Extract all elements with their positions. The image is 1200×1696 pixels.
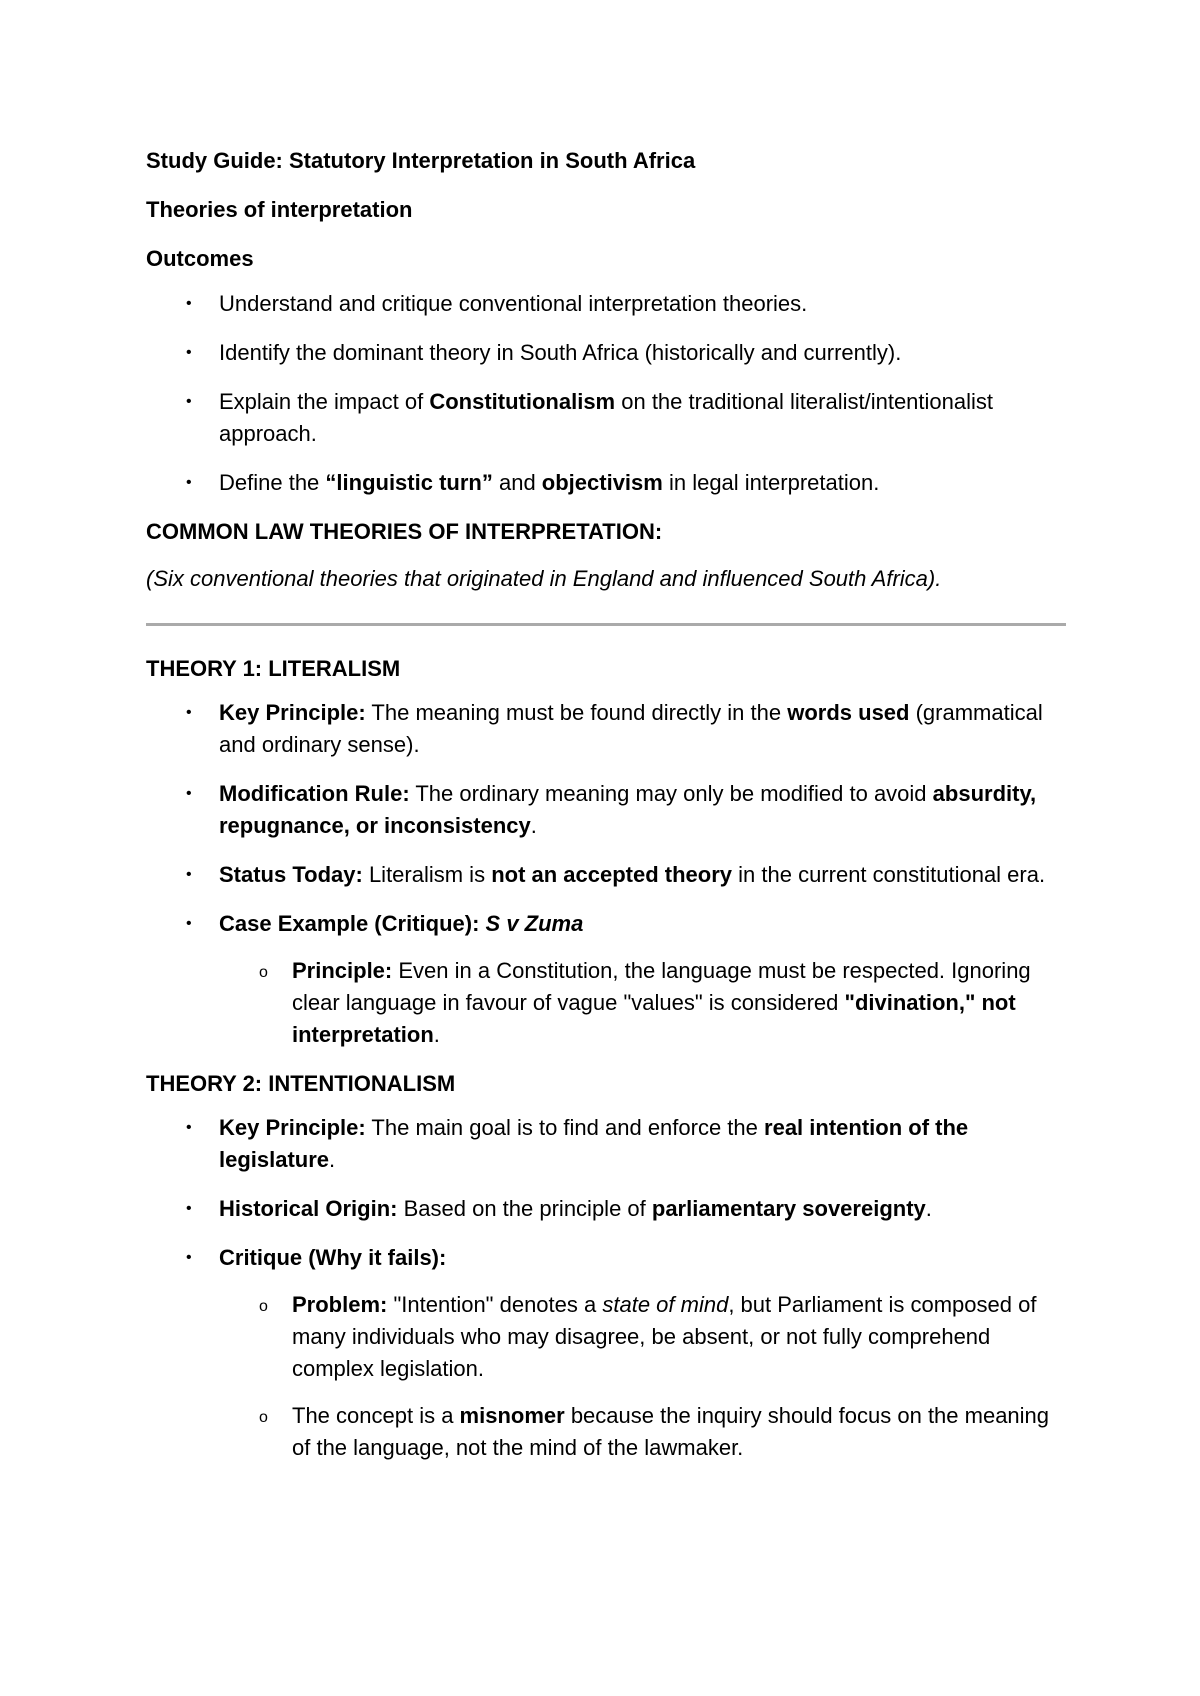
outcome-text: Identify the dominant theory in South Africa (historically and currently). <box>219 340 902 365</box>
bullet-icon: • <box>186 1200 192 1217</box>
outcome-bold: “linguistic turn” <box>325 470 493 495</box>
item-italic: state of mind <box>602 1292 729 1317</box>
sub-bullet-icon: o <box>259 1298 268 1315</box>
critique-sub-list <box>219 1289 1066 1464</box>
item-text: because the inquiry should focus on the meaning of the language, not the mind of the lawmaker. <box>292 1403 1050 1460</box>
bullet-icon: • <box>186 295 192 312</box>
item-bold: not an accepted theory <box>491 862 733 887</box>
outcome-text: in legal interpretation. <box>662 470 880 495</box>
item-text: "Intention" denotes a <box>387 1292 603 1317</box>
list-item <box>146 386 1066 450</box>
bullet-icon: • <box>186 393 192 410</box>
bullet-icon: • <box>186 866 192 883</box>
outcome-bold: Constitutionalism <box>429 389 616 414</box>
bullet-icon: • <box>186 785 192 802</box>
item-label: Problem: <box>292 1292 388 1317</box>
case-sub-list <box>219 955 1066 1051</box>
sub-bullet-icon: o <box>259 1409 268 1426</box>
outcome-text: and <box>492 470 542 495</box>
sub-bullet-icon: o <box>259 964 268 981</box>
theory-1-heading: THEORY 1: LITERALISM <box>146 656 401 681</box>
item-bold: parliamentary sovereignty <box>651 1196 926 1221</box>
item-label: Status Today: <box>219 862 363 887</box>
list-item <box>146 467 1066 499</box>
item-text: , but Parliament is composed of many individuals who may disagree, be absent, or not fully comprehend complex legislation. <box>292 1292 1037 1381</box>
item-text: (grammatical and ordinary sense). <box>219 700 1043 757</box>
list-item <box>146 337 1066 369</box>
item-text: The meaning must be found directly in the <box>365 700 788 725</box>
item-text: The concept is a <box>292 1403 460 1428</box>
bullet-icon: • <box>186 915 192 932</box>
outcomes-list <box>146 288 1066 499</box>
list-item <box>146 1193 1066 1225</box>
item-label: Modification Rule: <box>219 781 410 806</box>
bullet-icon: • <box>186 344 192 361</box>
item-text: Based on the principle of <box>397 1196 652 1221</box>
item-text: in the current constitutional era. <box>732 862 1046 887</box>
list-item <box>146 1112 1066 1176</box>
item-text: The ordinary meaning may only be modified to avoid <box>409 781 933 806</box>
item-bold: "divination," not interpretation <box>292 990 1016 1047</box>
theory-2-list <box>146 1112 1066 1464</box>
outcome-text: Explain the impact of <box>219 389 430 414</box>
bullet-icon: • <box>186 1249 192 1266</box>
list-item <box>219 1289 1066 1385</box>
theory-1-section <box>146 653 1066 1051</box>
item-text: . <box>329 1147 336 1172</box>
item-bold: absurdity, repugnance, or inconsistency <box>219 781 1037 838</box>
list-item <box>146 908 1066 1051</box>
item-bold: words used <box>787 700 910 725</box>
item-text: . <box>925 1196 932 1221</box>
common-law-heading: COMMON LAW THEORIES OF INTERPRETATION: <box>146 519 663 544</box>
horizontal-divider <box>146 623 1066 626</box>
list-item <box>219 955 1066 1051</box>
list-item <box>146 778 1066 842</box>
item-label: Critique (Why it fails): <box>219 1245 447 1270</box>
item-bold: misnomer <box>459 1403 565 1428</box>
item-label: Historical Origin: <box>219 1196 398 1221</box>
outcomes-heading: Outcomes <box>146 246 254 271</box>
item-bold: real intention of the legislature <box>219 1115 969 1172</box>
common-law-note: (Six conventional theories that originated in England and influenced South Africa). <box>146 566 942 591</box>
theory-1-list <box>146 697 1066 1051</box>
document-title: Study Guide: Statutory Interpretation in South Africa <box>146 148 696 173</box>
list-item <box>146 697 1066 761</box>
list-item <box>146 859 1066 891</box>
bullet-icon: • <box>186 1119 192 1136</box>
outcome-text: Understand and critique conventional interpretation theories. <box>219 291 808 316</box>
item-text: Literalism is <box>362 862 492 887</box>
document-content <box>146 145 1066 1481</box>
outcome-bold: objectivism <box>541 470 663 495</box>
item-label: Principle: <box>292 958 393 983</box>
item-text: . <box>433 1022 440 1047</box>
section-title: Theories of interpretation <box>146 197 413 222</box>
bullet-icon: • <box>186 704 192 721</box>
case-name: S v Zuma <box>485 911 584 936</box>
item-text: The main goal is to find and enforce the <box>365 1115 765 1140</box>
list-item <box>146 1242 1066 1464</box>
item-text: Even in a Constitution, the language must be respected. Ignoring clear language in favour of vague "values" is considered <box>292 958 1031 1015</box>
item-label: Case Example (Critique): <box>219 911 480 936</box>
bullet-icon: • <box>186 474 192 491</box>
theory-2-section <box>146 1068 1066 1464</box>
list-item <box>146 288 1066 320</box>
item-label: Key Principle: <box>219 1115 366 1140</box>
outcome-text: on the traditional literalist/intentionalist approach. <box>219 389 994 446</box>
theory-2-heading: THEORY 2: INTENTIONALISM <box>146 1071 456 1096</box>
outcome-text: Define the <box>219 470 326 495</box>
item-text: . <box>530 813 537 838</box>
item-label: Key Principle: <box>219 700 366 725</box>
list-item <box>219 1400 1066 1464</box>
